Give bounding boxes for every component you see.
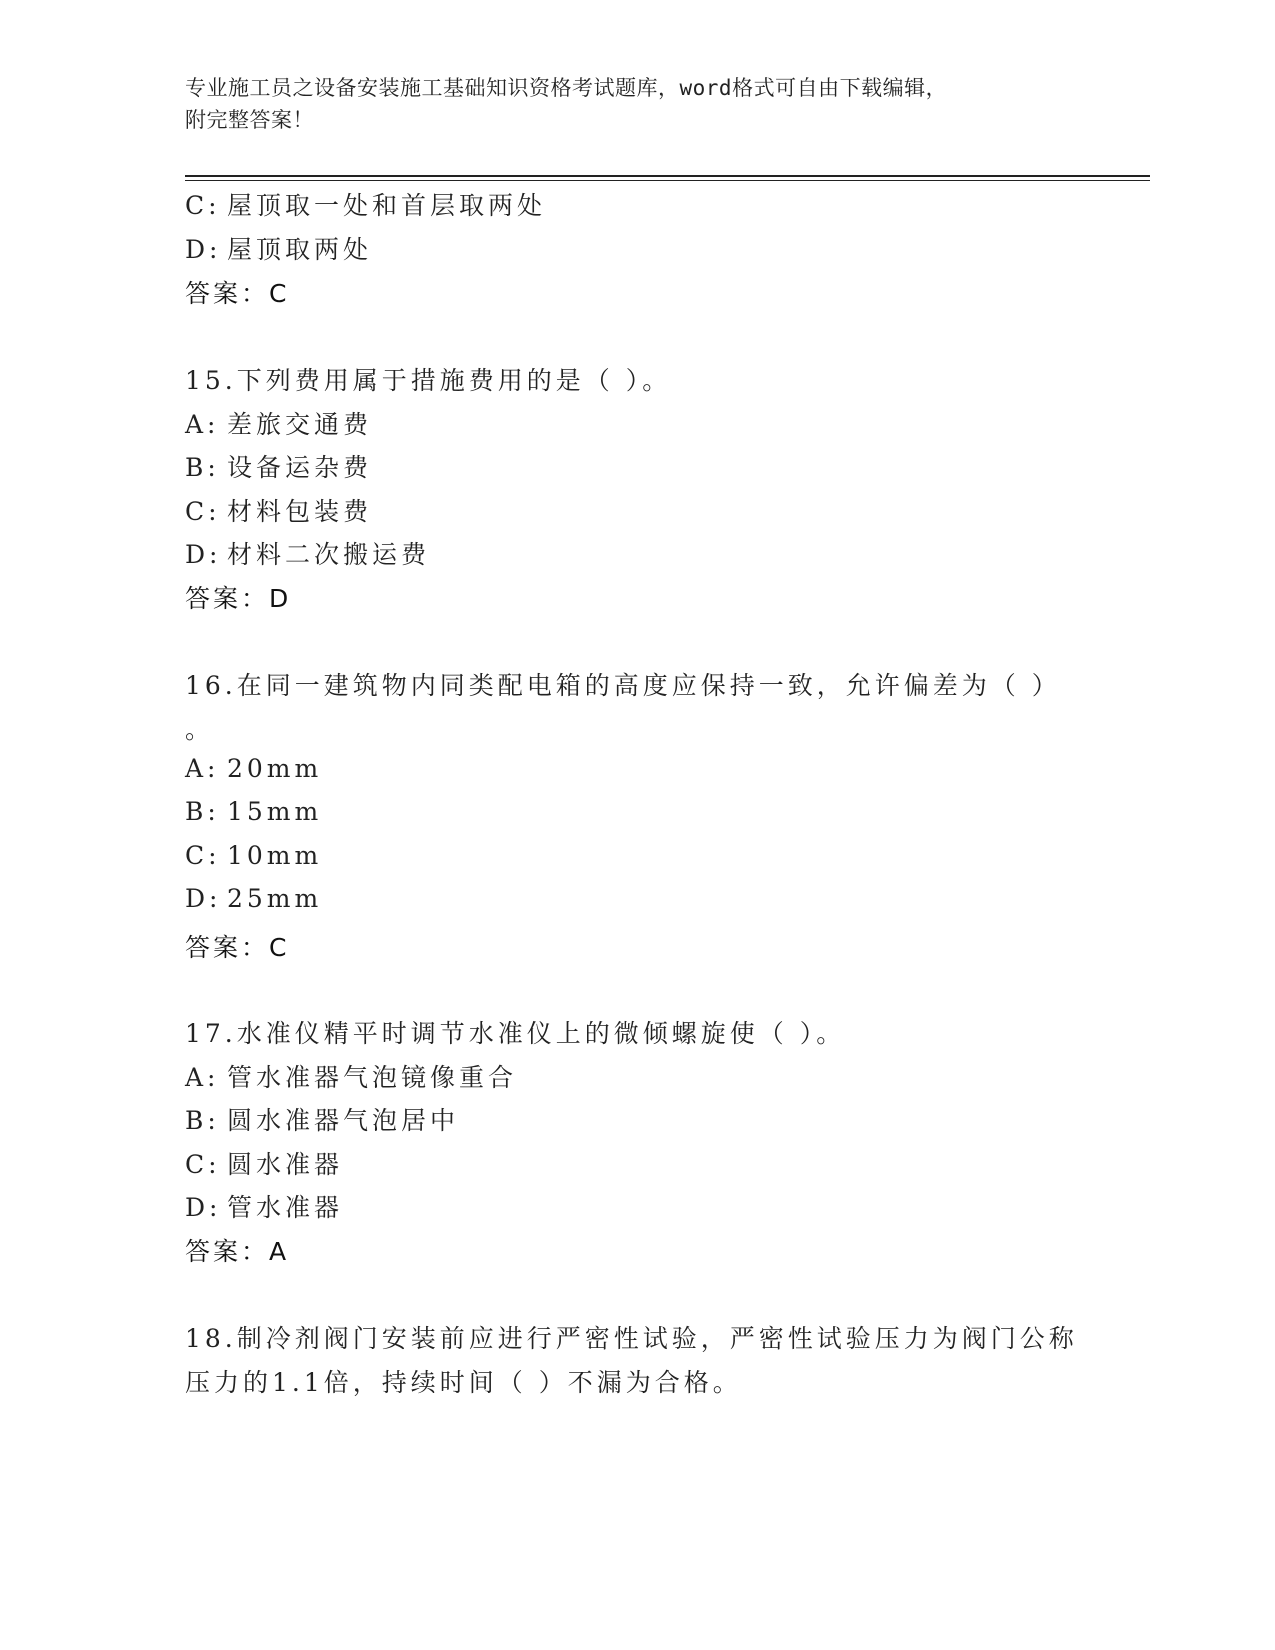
q17-question: 17.水准仪精平时调节水准仪上的微倾螺旋使（ ）。	[185, 1019, 846, 1048]
q15-option-d	[185, 535, 430, 571]
option-label: D:	[185, 235, 222, 264]
option-text: 差旅交通费	[227, 410, 373, 439]
option-label: C:	[185, 191, 221, 220]
option-text: 屋顶取一处和首层取两处	[227, 191, 547, 220]
header-line-1: 专业施工员之设备安装施工基础知识资格考试题库，word格式可自由下载编辑，	[185, 76, 948, 100]
option-label: C:	[185, 841, 221, 870]
option-label: B:	[185, 453, 220, 482]
q16-question-line-2: 。	[185, 715, 215, 744]
q15-answer: 答案：D	[185, 584, 292, 613]
option-label: A:	[185, 1063, 220, 1092]
q17-option-a	[185, 1058, 517, 1094]
q16-question-line-1: 16.在同一建筑物内同类配电箱的高度应保持一致，允许偏差为（ ）	[185, 671, 1061, 700]
option-text: 25mm	[227, 884, 323, 913]
option-text: 屋顶取两处	[227, 235, 373, 264]
header-divider-thick	[185, 175, 1150, 177]
header-line-2: 附完整答案！	[185, 108, 314, 132]
option-label: C:	[185, 1150, 221, 1179]
option-label: B:	[185, 797, 220, 826]
q17-option-b	[185, 1101, 459, 1137]
q14-option-c	[185, 186, 546, 222]
q18-question-line-1: 18.制冷剂阀门安装前应进行严密性试验，严密性试验压力为阀门公称	[185, 1324, 1078, 1353]
q14-answer: 答案：C	[185, 279, 290, 308]
q16-option-a	[185, 754, 322, 783]
q18-question-line-2: 压力的1.1倍，持续时间（ ）不漏为合格。	[185, 1368, 742, 1397]
q15-question: 15.下列费用属于措施费用的是（ ）。	[185, 366, 672, 395]
q15-option-b	[185, 448, 372, 484]
option-text: 管水准器	[227, 1193, 344, 1222]
q17-option-c	[185, 1145, 343, 1181]
option-text: 材料二次搬运费	[227, 540, 431, 569]
q16-option-d	[185, 884, 322, 913]
option-label: D:	[185, 1193, 222, 1222]
option-text: 圆水准器气泡居中	[227, 1106, 460, 1135]
option-label: D:	[185, 540, 222, 569]
q15-option-a	[185, 405, 372, 441]
option-text: 20mm	[227, 754, 323, 783]
option-text: 设备运杂费	[227, 453, 373, 482]
option-text: 15mm	[227, 797, 323, 826]
option-text: 管水准器气泡镜像重合	[227, 1063, 518, 1092]
q16-answer: 答案：C	[185, 933, 290, 962]
option-text: 材料包装费	[227, 497, 373, 526]
q14-option-d	[185, 230, 372, 266]
option-text: 10mm	[227, 841, 323, 870]
option-label: A:	[185, 410, 220, 439]
option-label: A:	[185, 754, 220, 783]
header-divider-thin	[185, 180, 1150, 181]
q15-option-c	[185, 492, 372, 528]
q17-option-d	[185, 1188, 343, 1224]
q16-option-b	[185, 797, 322, 826]
option-label: B:	[185, 1106, 220, 1135]
option-label: D:	[185, 884, 222, 913]
document-header	[185, 72, 1085, 136]
q16-option-c	[185, 841, 322, 870]
option-label: C:	[185, 497, 221, 526]
option-text: 圆水准器	[227, 1150, 344, 1179]
q17-answer: 答案：A	[185, 1237, 290, 1266]
